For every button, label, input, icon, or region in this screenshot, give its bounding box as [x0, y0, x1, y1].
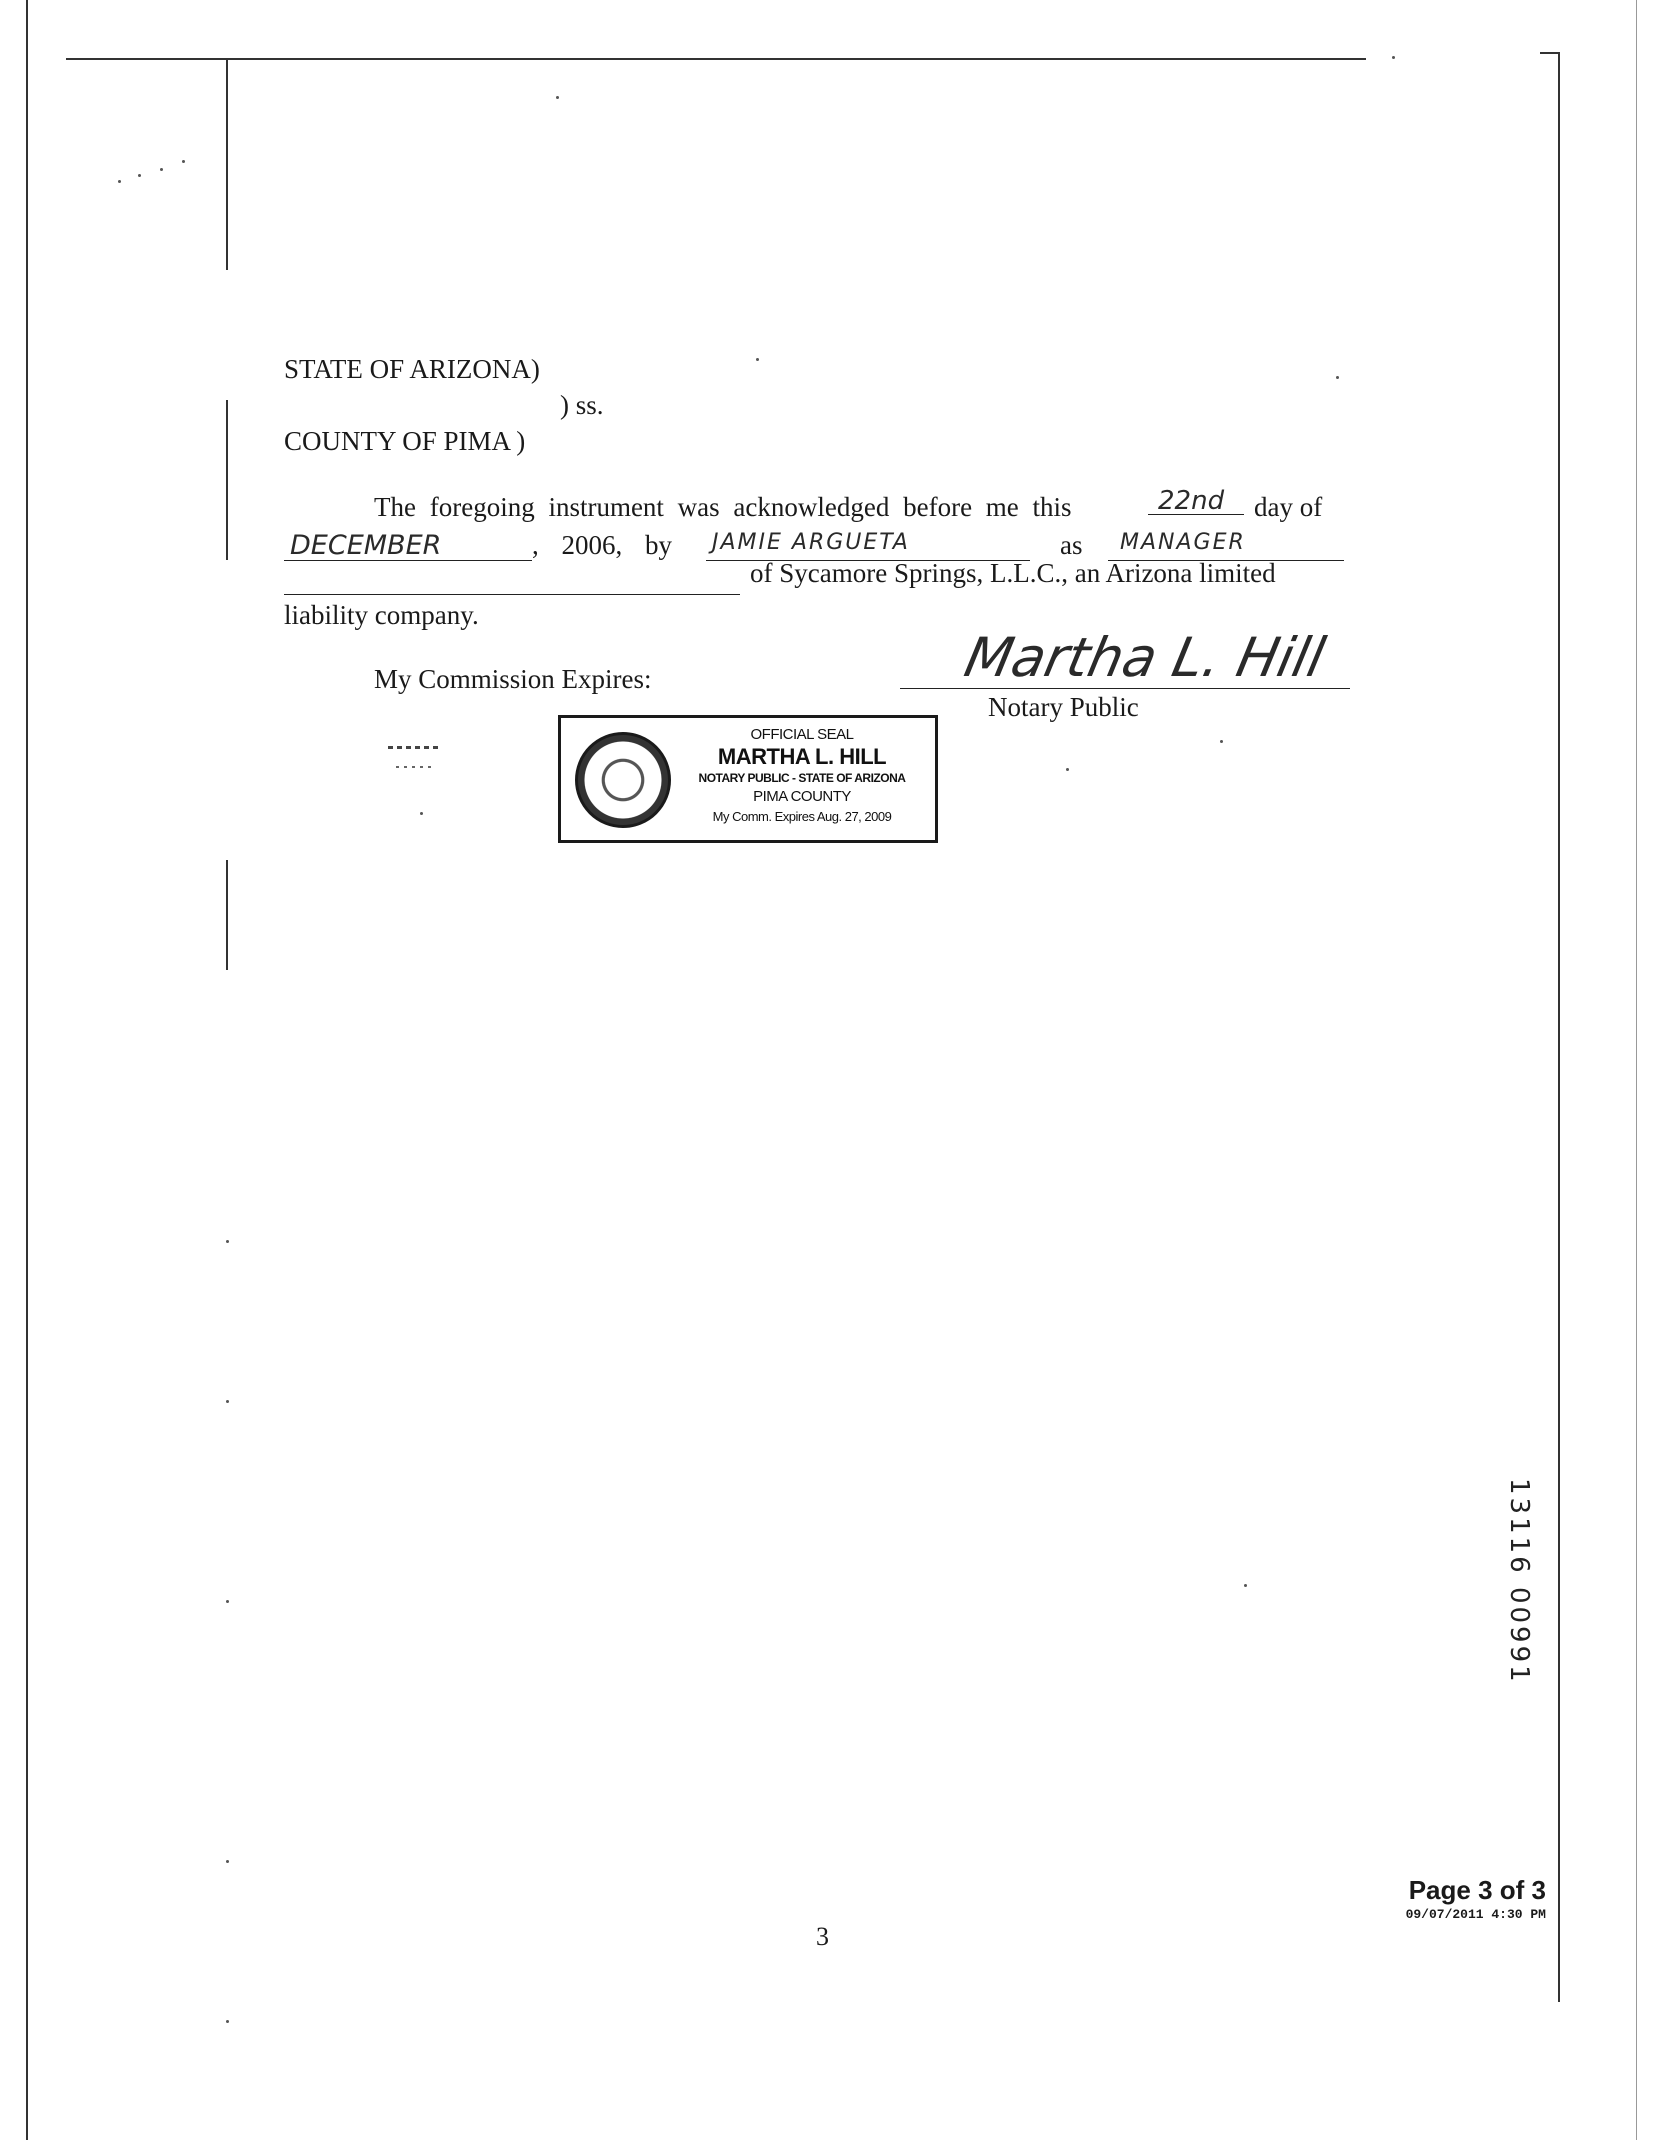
- seal-line-2: MARTHA L. HILL: [717, 744, 887, 769]
- scan-dot: [118, 180, 121, 183]
- ack-as: as: [1060, 530, 1083, 560]
- scan-dot: [226, 1600, 229, 1603]
- stamp-smudge: [388, 746, 440, 749]
- scan-dot: [756, 358, 759, 361]
- left-scan-edge: [26, 0, 28, 2140]
- top-border-line: [66, 58, 1366, 60]
- notary-signature: Martha L. Hill: [959, 626, 1331, 689]
- ack-line1-lead: The foregoing instrument was acknowledged before me this: [374, 492, 1072, 522]
- capacity-blank: [284, 594, 740, 595]
- seal-line-1: OFFICIAL SEAL: [750, 726, 854, 743]
- state-seal-icon: [575, 732, 671, 828]
- recording-number: 13116 00991: [1504, 1478, 1534, 1685]
- right-scan-edge: [1636, 0, 1637, 2140]
- day-handwritten: 22nd: [1158, 486, 1225, 516]
- title-handwritten: MANAGER: [1120, 530, 1246, 555]
- scan-dot: [556, 96, 559, 99]
- venue-ss: ) ss.: [560, 390, 604, 420]
- venue-state: STATE OF ARIZONA): [284, 354, 540, 384]
- signer-handwritten: JAMIE ARGUETA: [712, 530, 910, 555]
- scan-dot: [226, 1400, 229, 1403]
- footer-timestamp: 09/07/2011 4:30 PM: [1405, 1907, 1546, 1922]
- ack-year: , 2006, by: [532, 530, 672, 560]
- scan-dot: [226, 1860, 229, 1863]
- official-seal-stamp: [558, 715, 938, 843]
- seal-line-5: My Comm. Expires Aug. 27, 2009: [712, 809, 892, 824]
- month-handwritten: DECEMBER: [290, 530, 442, 561]
- scan-dot: [138, 174, 141, 177]
- scan-dot: [1244, 1584, 1247, 1587]
- scan-dot: [1336, 376, 1339, 379]
- ack-line3-tail: of Sycamore Springs, L.L.C., an Arizona limited: [750, 558, 1276, 588]
- left-margin-line-3: [226, 860, 228, 970]
- ack-line4: liability company.: [284, 600, 479, 630]
- scan-dot: [1392, 56, 1395, 59]
- left-margin-line-2: [226, 400, 228, 560]
- ack-line1-tail: day of: [1254, 492, 1323, 522]
- scan-dot: [182, 160, 185, 163]
- commission-label: My Commission Expires:: [374, 664, 652, 694]
- scan-dot: [1220, 740, 1223, 743]
- notary-public-label: Notary Public: [988, 692, 1139, 722]
- scan-dot: [226, 1240, 229, 1243]
- left-margin-line: [226, 60, 228, 270]
- venue-county: COUNTY OF PIMA ): [284, 426, 526, 456]
- seal-line-3: NOTARY PUBLIC - STATE OF ARIZONA: [698, 771, 906, 785]
- page-number: 3: [816, 1922, 829, 1951]
- scan-dot: [1066, 768, 1069, 771]
- scan-dot: [160, 168, 163, 171]
- footer-page-label: Page 3 of 3: [1408, 1875, 1546, 1905]
- scan-dot: [420, 812, 423, 815]
- stamp-smudge: [396, 766, 436, 768]
- scan-dot: [226, 2020, 229, 2023]
- right-border-line: [1558, 52, 1560, 2002]
- right-border-tick: [1540, 52, 1560, 54]
- seal-line-4: PIMA COUNTY: [753, 788, 851, 805]
